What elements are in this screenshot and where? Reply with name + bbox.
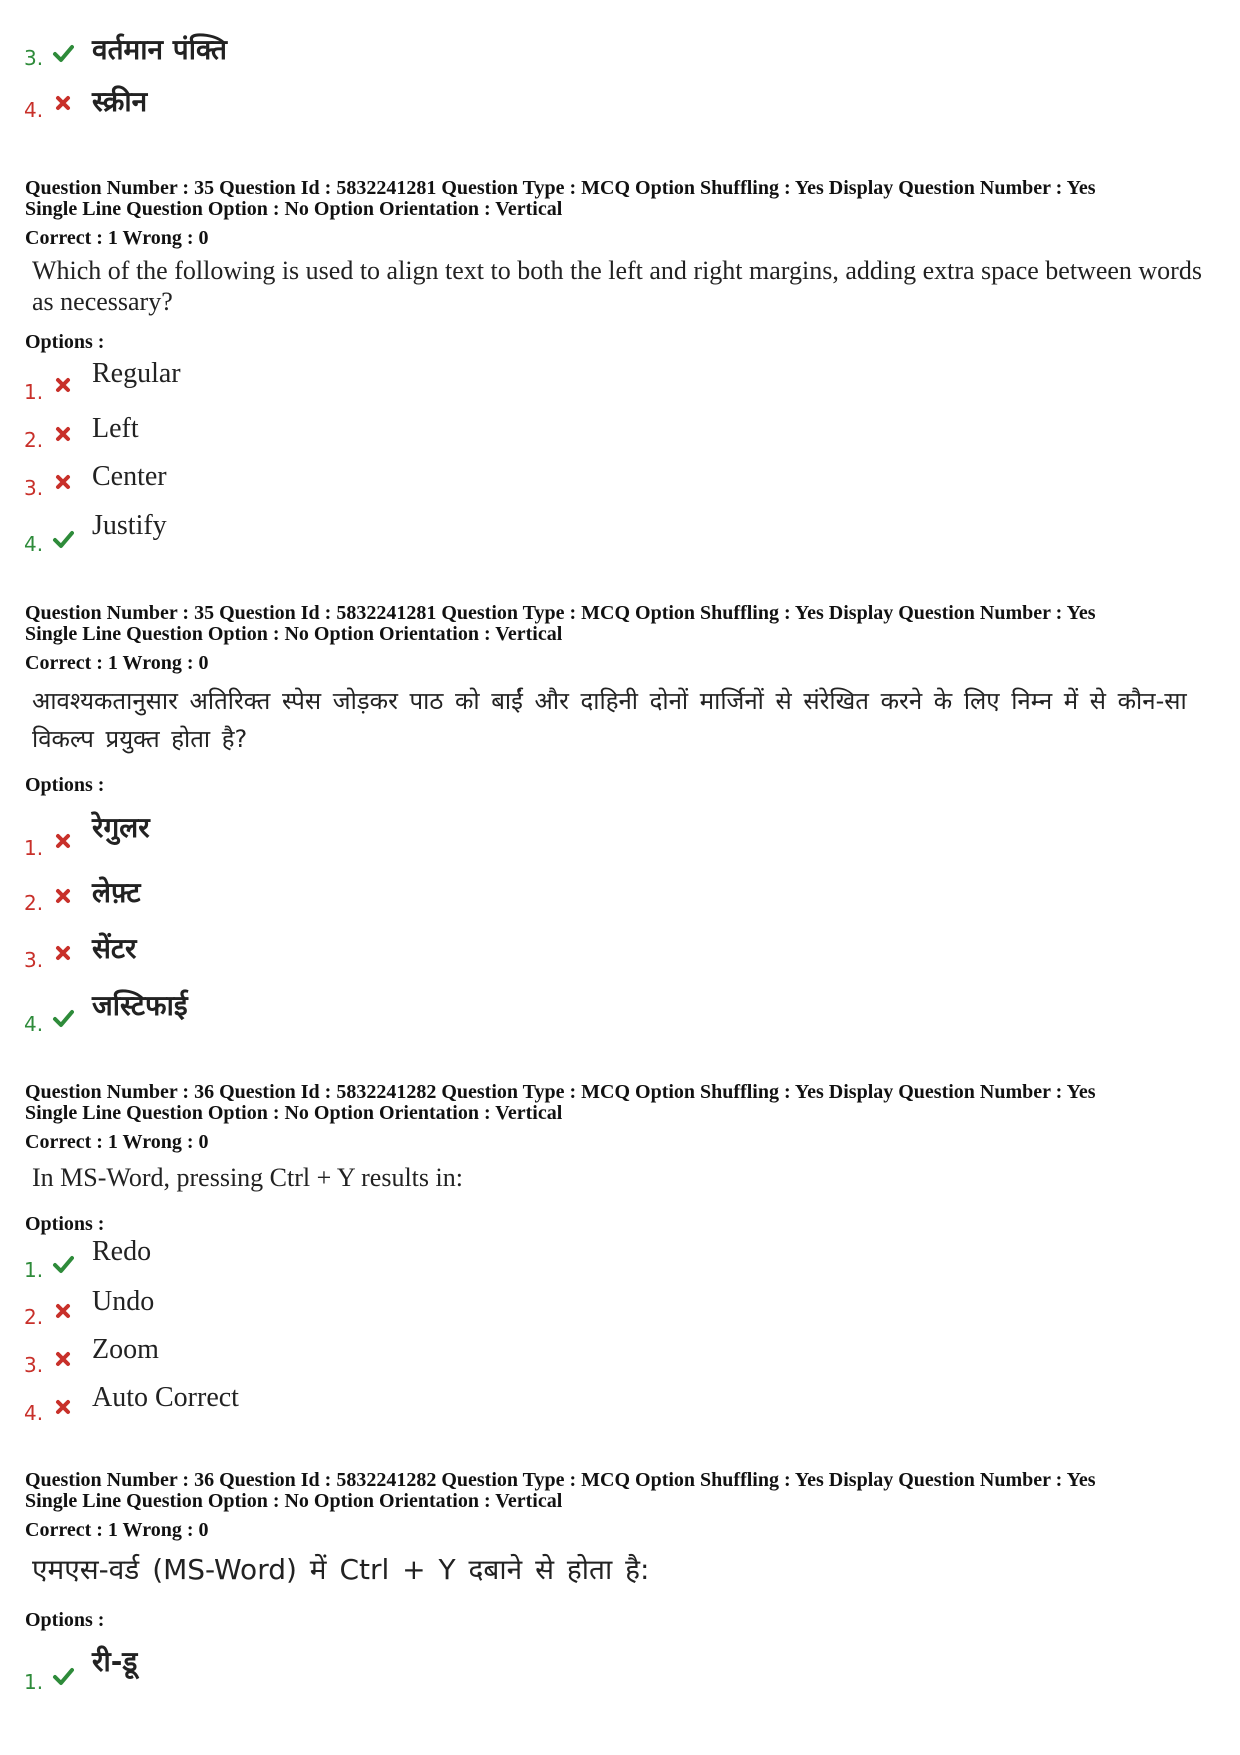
check-mark-icon xyxy=(52,1665,74,1687)
option-number: 2. xyxy=(24,891,44,915)
question-meta-line1: Question Number : 35 Question Id : 5832241281 Question Type : MCQ Option Shuffling : Yes Display Question Number : Yes xyxy=(25,602,1096,624)
option-number: 3. xyxy=(24,476,44,500)
question-text: एमएस-वर्ड (MS-Word) में Ctrl + Y दबाने से होता है: xyxy=(32,1553,650,1586)
check-mark-icon xyxy=(52,1007,74,1029)
question-marks: Correct : 1 Wrong : 0 xyxy=(25,1519,209,1541)
cross-mark-icon xyxy=(52,830,74,852)
cross-mark-icon xyxy=(52,942,74,964)
question-marks: Correct : 1 Wrong : 0 xyxy=(25,652,209,674)
cross-mark-icon xyxy=(52,92,74,114)
question-text: Which of the following is used to align text to both the left and right margins, adding extra space between words as necessary? xyxy=(32,256,1202,316)
options-label: Options : xyxy=(25,331,105,353)
option-text: सेंटर xyxy=(92,932,137,965)
check-mark-icon xyxy=(52,528,74,550)
options-label: Options : xyxy=(25,1213,105,1235)
option-text: Zoom xyxy=(92,1334,159,1365)
cross-mark-icon xyxy=(52,471,74,493)
option-text: स्क्रीन xyxy=(92,85,148,118)
cross-mark-icon xyxy=(52,423,74,445)
option-number: 2. xyxy=(24,1305,44,1329)
option-text: Redo xyxy=(92,1236,152,1267)
check-mark-icon xyxy=(52,42,74,64)
cross-mark-icon xyxy=(52,1300,74,1322)
option-number: 3. xyxy=(24,1353,44,1377)
option-text: Left xyxy=(92,413,139,444)
question-meta-line2: Single Line Question Option : No Option Orientation : Vertical xyxy=(25,1490,563,1512)
question-meta-line1: Question Number : 36 Question Id : 5832241282 Question Type : MCQ Option Shuffling : Yes Display Question Number : Yes xyxy=(25,1081,1096,1103)
option-number: 4. xyxy=(24,1401,44,1425)
option-text: Justify xyxy=(92,510,167,541)
option-text: वर्तमान पंक्ति xyxy=(92,33,227,66)
option-number: 1. xyxy=(24,380,44,404)
options-label: Options : xyxy=(25,1609,105,1631)
option-number: 2. xyxy=(24,428,44,452)
question-meta-line1: Question Number : 35 Question Id : 5832241281 Question Type : MCQ Option Shuffling : Yes Display Question Number : Yes xyxy=(25,177,1096,199)
question-meta-line1: Question Number : 36 Question Id : 5832241282 Question Type : MCQ Option Shuffling : Yes Display Question Number : Yes xyxy=(25,1469,1096,1491)
cross-mark-icon xyxy=(52,1396,74,1418)
option-number: 3. xyxy=(24,948,44,972)
check-mark-icon xyxy=(52,1253,74,1275)
option-text: लेफ़्ट xyxy=(92,876,141,909)
option-text: रेगुलर xyxy=(92,811,150,844)
option-text: Center xyxy=(92,461,167,492)
question-text: In MS-Word, pressing Ctrl + Y results in: xyxy=(32,1163,463,1192)
option-number: 4. xyxy=(24,532,44,556)
option-text: जस्टिफाई xyxy=(92,989,188,1022)
cross-mark-icon xyxy=(52,374,74,396)
option-number: 1. xyxy=(24,1670,44,1694)
cross-mark-icon xyxy=(52,1348,74,1370)
option-text: Auto Correct xyxy=(92,1382,239,1413)
cross-mark-icon xyxy=(52,885,74,907)
option-text: री-डू xyxy=(92,1645,138,1678)
option-number: 4. xyxy=(24,1012,44,1036)
question-marks: Correct : 1 Wrong : 0 xyxy=(25,1131,209,1153)
option-number: 3. xyxy=(24,46,44,70)
option-number: 1. xyxy=(24,1258,44,1282)
question-meta-line2: Single Line Question Option : No Option Orientation : Vertical xyxy=(25,198,563,220)
option-text: Undo xyxy=(92,1286,155,1317)
question-meta-line2: Single Line Question Option : No Option Orientation : Vertical xyxy=(25,623,563,645)
question-text: आवश्यकतानुसार अतिरिक्त स्पेस जोड़कर पाठ को बाईं और दाहिनी दोनों मार्जिनों से संरेखित करने के लिए निम्न में से कौन-सा विकल्प प्रयुक्त होता है? xyxy=(32,687,1187,753)
option-number: 4. xyxy=(24,98,44,122)
question-marks: Correct : 1 Wrong : 0 xyxy=(25,227,209,249)
option-text: Regular xyxy=(92,358,181,389)
options-label: Options : xyxy=(25,774,105,796)
question-meta-line2: Single Line Question Option : No Option Orientation : Vertical xyxy=(25,1102,563,1124)
option-number: 1. xyxy=(24,836,44,860)
